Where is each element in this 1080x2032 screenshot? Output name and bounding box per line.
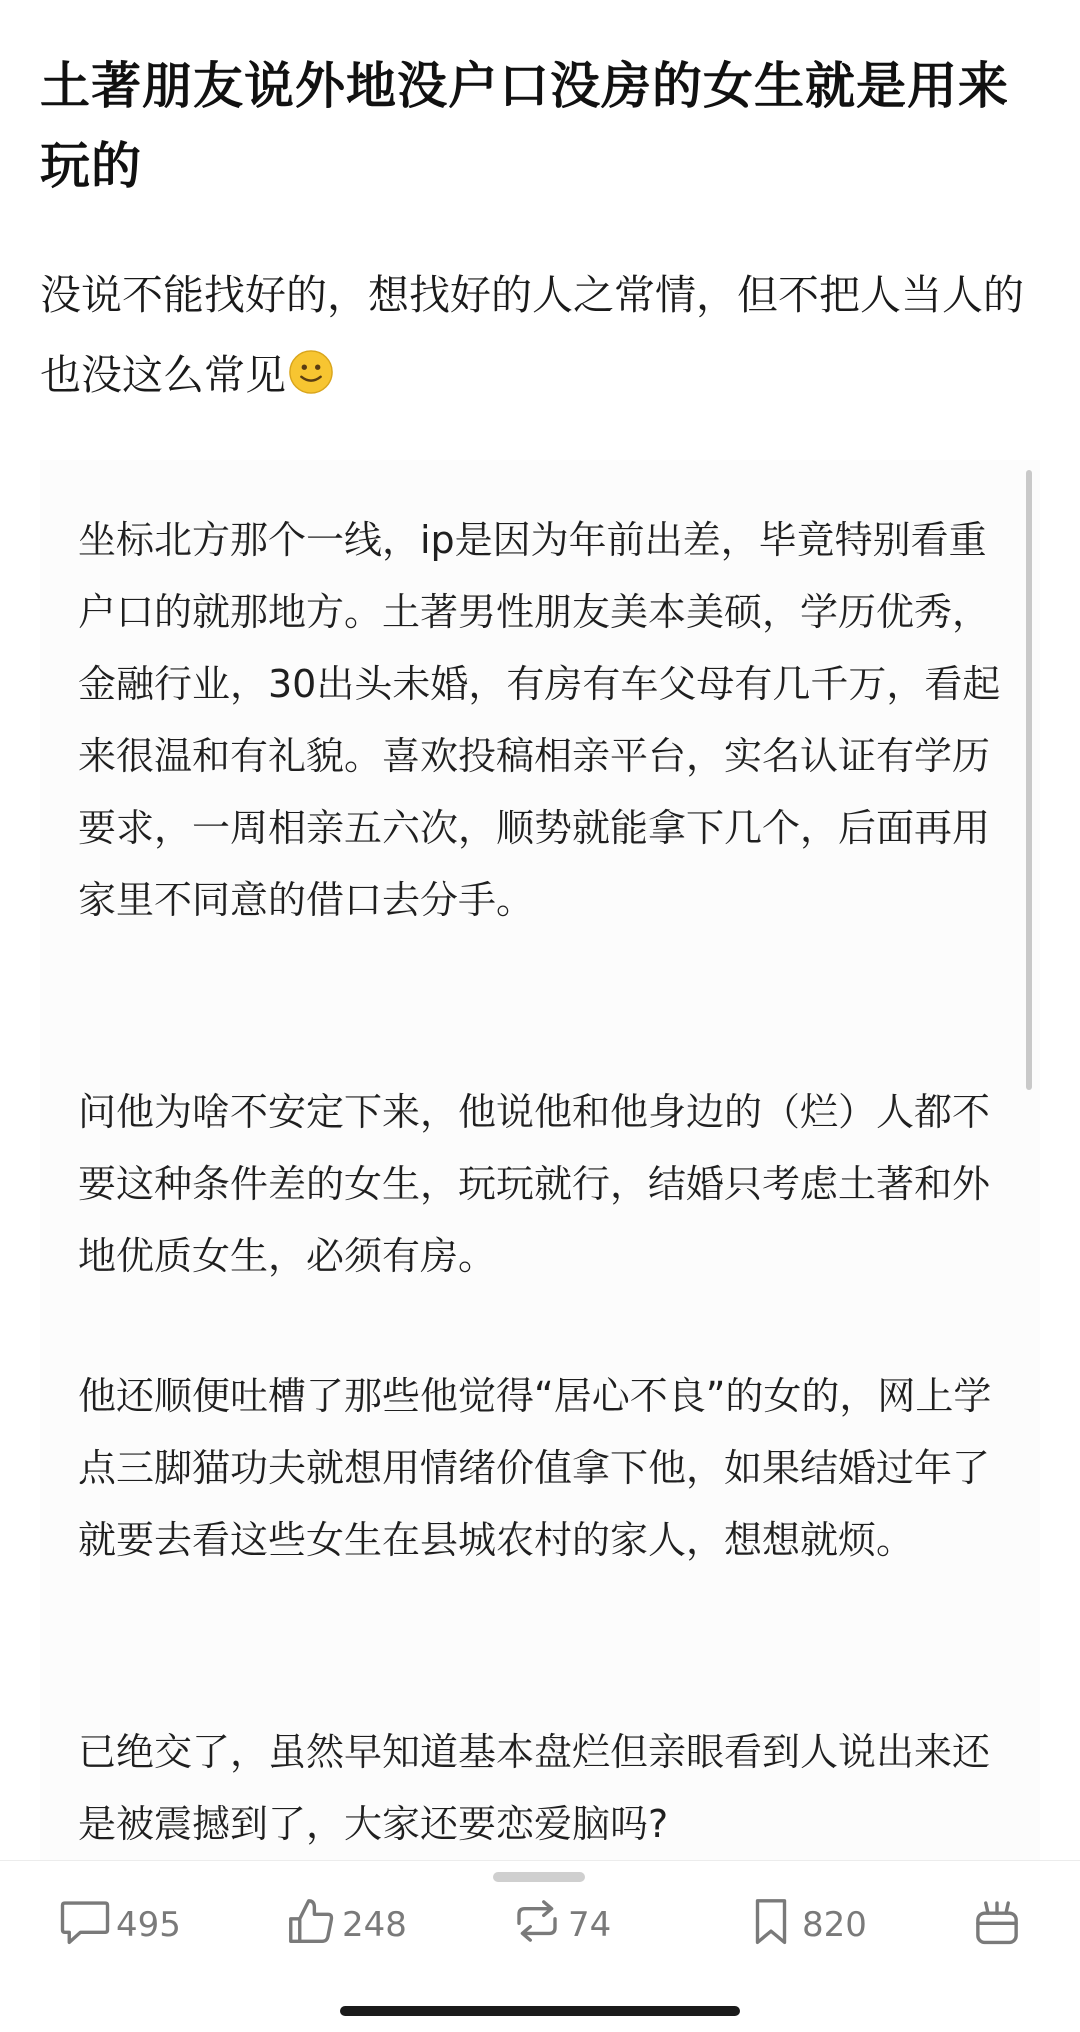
like-count: 248	[342, 1905, 407, 1945]
repost-count: 74	[568, 1905, 612, 1945]
repost-arrows-icon	[510, 1894, 564, 1957]
comment-button[interactable]	[58, 1895, 181, 1955]
quote-paragraph-1: 坐标北方那个一线，ip是因为年前出差，毕竟特别看重户口的就那地方。土著男性朋友美本美硕，学历优秀，金融行业，30出头未婚，有房有车父母有几千万，看起来很温和有礼貌。喜欢投稿相亲平台，实名认证有学历要求，一周相亲五六次，顺势就能拿下几个，后面再用家里不同意的借口去分手。	[78, 518, 1001, 922]
quote-paragraph-4: 已绝交了，虽然早知道基本盘烂但亲眼看到人说出来还是被震撼到了，大家还要恋爱脑吗?	[78, 1730, 991, 1846]
repost-button[interactable]	[510, 1895, 611, 1955]
quote-scrollbar[interactable]	[1026, 470, 1032, 1090]
favorite-button[interactable]	[744, 1895, 867, 1955]
post-intro	[40, 255, 1040, 415]
quote-paragraph-3: 他还顺便吐槽了那些他觉得“居心不良”的女的，网上学点三脚猫功夫就想用情绪价值拿下他，如果结婚过年了就要去看这些女生在县城农村的家人，想想就烦。	[78, 1374, 992, 1562]
comment-count: 495	[116, 1905, 181, 1945]
comment-bubble-icon	[58, 1894, 112, 1957]
quote-paragraph-2: 问他为啥不安定下来，他说他和他身边的（烂）人都不要这种条件差的女生，玩玩就行，结婚只考虑土著和外地优质女生，必须有房。	[78, 1090, 991, 1278]
gift-icon	[970, 1894, 1024, 1957]
drag-handle[interactable]	[493, 1872, 585, 1882]
favorite-count: 820	[802, 1905, 867, 1945]
gift-button[interactable]	[970, 1895, 1024, 1955]
slightly-smiling-face-icon	[288, 341, 334, 387]
home-indicator[interactable]	[340, 2006, 740, 2016]
post-intro-text: 没说不能找好的，想找好的人之常情，但不把人当人的也没这么常见	[40, 271, 1024, 399]
bookmark-icon	[744, 1894, 798, 1957]
post-title: 土著朋友说外地没户口没房的女生就是用来玩的	[40, 57, 1009, 195]
thumbs-up-icon	[284, 1894, 338, 1957]
like-button[interactable]	[284, 1895, 407, 1955]
